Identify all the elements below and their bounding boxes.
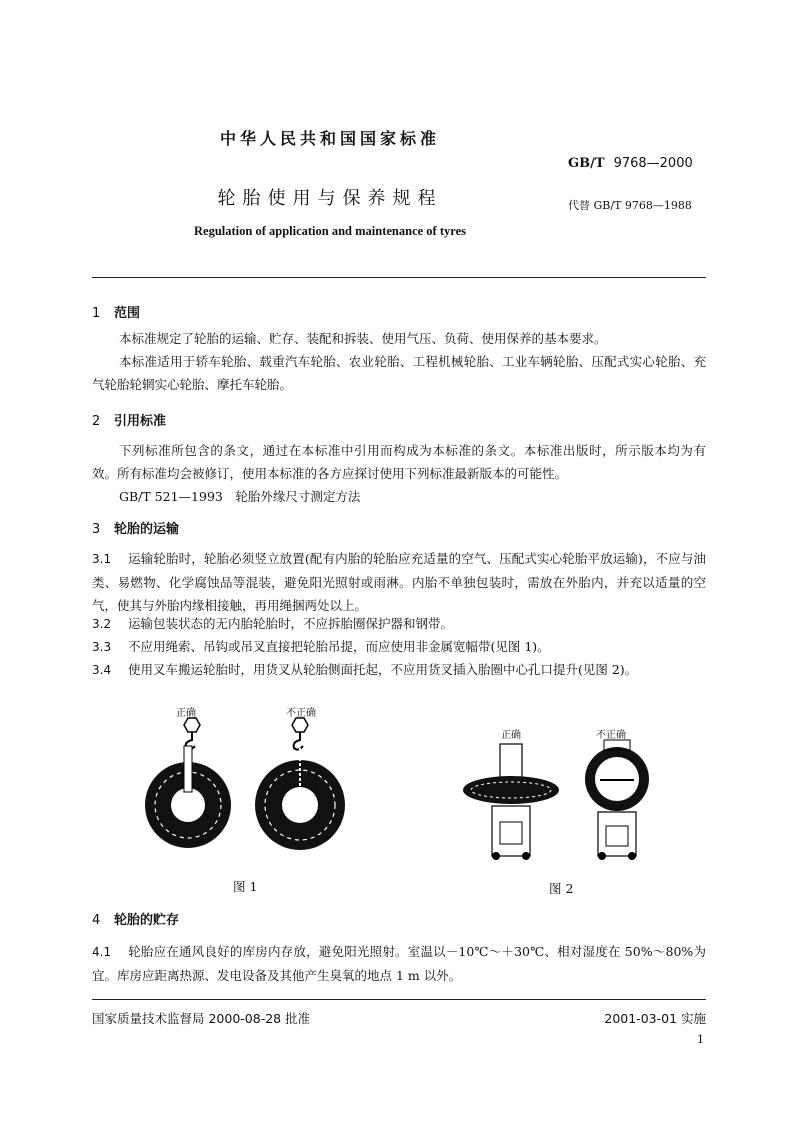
page-number: 1 (697, 1033, 704, 1046)
clause-number: 4.1 (92, 945, 112, 959)
clause-text: 使用叉车搬运轮胎时，用货叉从轮胎侧面托起，不应用货叉插入胎圈中心孔口提升(见图 2)。 (128, 662, 638, 677)
footer-rule (92, 999, 706, 1000)
section-title: 范围 (114, 306, 141, 321)
clause-text: 不应用绳索、吊钩或吊叉直接把轮胎吊提，而应使用非金属宽幅带(见图 1)。 (128, 639, 550, 654)
document-title: 轮胎使用与保养规程 (217, 188, 443, 209)
clause-number: 3.4 (92, 663, 112, 677)
wrong-lift-icon (255, 718, 345, 850)
tyre-lifting-drawing (140, 700, 360, 870)
figure-2-caption: 图 2 (549, 881, 574, 896)
clause-4-1 (92, 940, 706, 987)
figure-1-label-correct: 正确 (176, 708, 196, 719)
org-title: 中华人民共和国国家标准 (219, 129, 440, 148)
english-title: Regulation of application and maintenance of tyres (194, 224, 466, 238)
section-number: 4 (92, 913, 101, 928)
clause-3-2 (92, 612, 706, 636)
effective-date: 2001-03-01 实施 (604, 1011, 706, 1026)
section-title: 引用标准 (114, 414, 167, 429)
header-rule (92, 277, 706, 278)
standard-number (568, 156, 693, 171)
section-2-para-1: 下列标准所包含的条文，通过在本标准中引用而构成为本标准的条文。本标准出版时，所示版本均为有效。所有标准均会被修订，使用本标准的各方应探讨使用下列标准最新版本的可能性。 (92, 443, 706, 481)
section-4-heading (92, 909, 179, 928)
clause-text: 轮胎应在通风良好的库房内存放，避免阳光照射。室温以－10℃～＋30℃、相对湿度在 50%～80%为宜。库房应距离热源、发电设备及其他产生臭氧的地点 1 m 以外。 (92, 944, 706, 983)
figure-2-illustration (460, 722, 670, 862)
wrong-forklift-icon (585, 740, 649, 860)
forklift-drawing (460, 722, 670, 862)
correct-forklift-icon (463, 744, 559, 860)
clause-3-1 (92, 547, 706, 617)
section-2-reference: GB/T 521—1993 轮胎外缘尺寸测定方法 (119, 489, 361, 504)
standard-prefix: GB/T (568, 156, 605, 171)
figure-1-caption: 图 1 (233, 879, 258, 894)
standard-code: 9768—2000 (613, 156, 693, 171)
clause-text: 运输轮胎时，轮胎必须竖立放置(配有内胎的轮胎应充适量的空气、压配式实心轮胎平放运输)，不应与油类、易燃物、化学腐蚀品等混装，避免阳光照射或雨淋。内胎不单独包装时，需放在外胎内，并充以适量的空气，使其与外胎内缘相接触，再用绳捆两处以上。 (92, 551, 706, 613)
figure-2-label-correct: 正确 (501, 730, 521, 741)
section-1-para-1: 本标准规定了轮胎的运输、贮存、装配和拆装、使用气压、负荷、使用保养的基本要求。 (119, 331, 607, 346)
clause-number: 3.2 (92, 617, 112, 631)
figure-2-label-wrong: 不正确 (596, 730, 626, 741)
clause-3-3 (92, 635, 706, 659)
section-number: 3 (92, 522, 101, 537)
figure-1-illustration (140, 700, 360, 870)
section-title: 轮胎的运输 (114, 522, 180, 537)
clause-3-4 (92, 658, 706, 682)
replaces-note: 代替 GB/T 9768—1988 (568, 199, 692, 212)
section-number: 1 (92, 306, 101, 321)
clause-text: 运输包装状态的无内胎轮胎时，不应拆胎圈保护器和钢带。 (128, 616, 454, 631)
clause-number: 3.3 (92, 640, 112, 654)
section-1-heading (92, 302, 140, 321)
section-2-heading (92, 410, 166, 429)
section-number: 2 (92, 414, 101, 429)
section-title: 轮胎的贮存 (114, 913, 180, 928)
approval-line: 国家质量技术监督局 2000-08-28 批准 (92, 1011, 311, 1026)
section-3-heading (92, 518, 179, 537)
figure-1-label-wrong: 不正确 (286, 708, 316, 719)
section-1-para-2: 本标准适用于轿车轮胎、载重汽车轮胎、农业轮胎、工程机械轮胎、工业车辆轮胎、压配式实心轮胎、充气轮胎轮辋实心轮胎、摩托车轮胎。 (92, 354, 706, 392)
correct-lift-icon (145, 718, 231, 848)
clause-number: 3.1 (92, 552, 112, 566)
